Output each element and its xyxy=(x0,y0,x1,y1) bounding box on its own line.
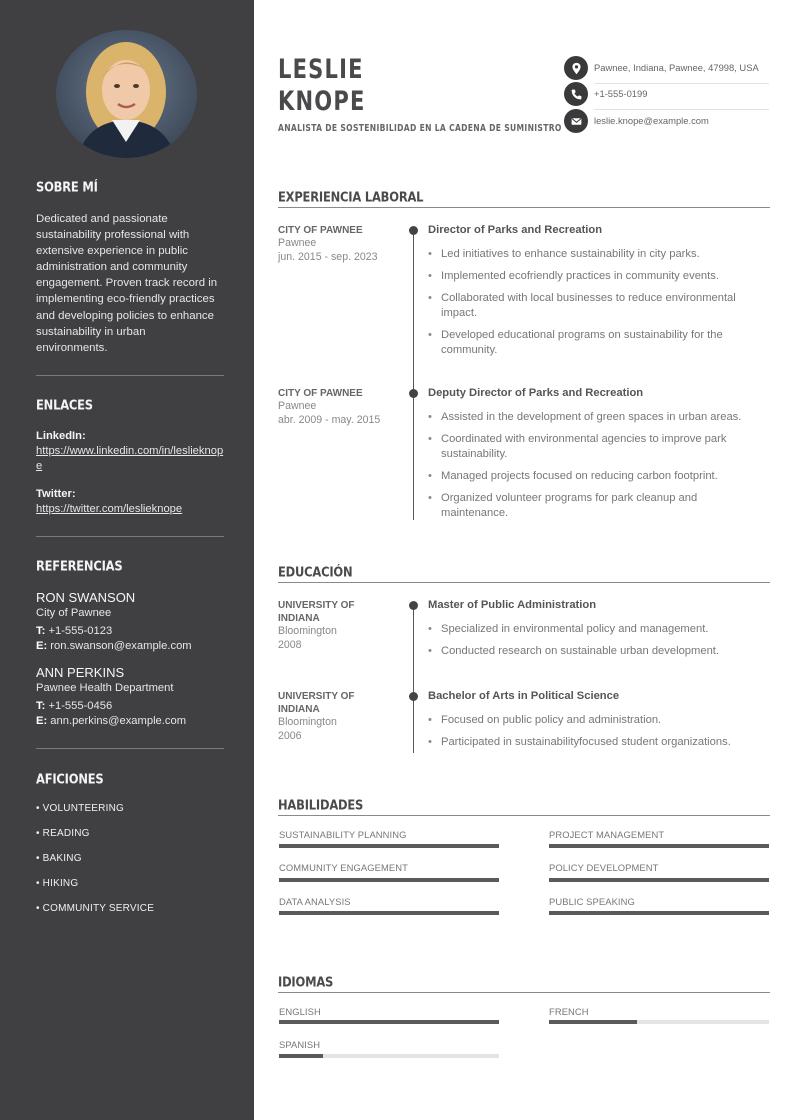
email-icon xyxy=(564,109,588,133)
linkedin-label: LinkedIn: xyxy=(36,430,86,442)
language-bar-fill xyxy=(549,1020,637,1024)
hobby-item: • COMMUNITY SERVICE xyxy=(36,903,155,914)
reference-name: ANN PERKINS xyxy=(36,665,125,680)
school-location: Bloomington xyxy=(278,625,337,637)
employer: CITY OF PAWNEE xyxy=(278,225,363,236)
languages-heading: IDIOMAS xyxy=(278,974,334,990)
employment-dates: abr. 2009 - may. 2015 xyxy=(278,414,381,426)
contact-email xyxy=(564,109,769,135)
skill-bar xyxy=(279,911,499,915)
twitter-label: Twitter: xyxy=(36,488,76,500)
job-bullet: • Developed educational programs on sustainability for the community. xyxy=(428,328,763,357)
phone-text: +1-555-0199 xyxy=(594,88,648,99)
skill-bar xyxy=(549,878,769,882)
skill-label: DATA ANALYSIS xyxy=(279,896,351,907)
experience-heading: EXPERIENCIA LABORAL xyxy=(278,189,424,205)
job-bullet: • Implemented ecofriendly practices in community events. xyxy=(428,269,763,284)
school: UNIVERSITY OF INDIANA xyxy=(278,600,355,624)
address-text: Pawnee, Indiana, Pawnee, 47998, USA xyxy=(594,62,759,73)
email-value: ron.swanson@example.com xyxy=(50,640,192,652)
section-rule xyxy=(278,992,770,993)
hobby-item: • VOLUNTEERING xyxy=(36,803,124,814)
job-bullet: • Assisted in the development of green spaces in urban areas. xyxy=(428,410,763,425)
education-bullet: • Conducted research on sustainable urban development. xyxy=(428,644,763,659)
twitter-link[interactable]: https://twitter.com/leslieknope xyxy=(36,503,183,515)
location-pin-icon xyxy=(564,56,588,80)
phone-label: T: xyxy=(36,700,46,712)
skills-heading: HABILIDADES xyxy=(278,797,364,813)
job-bullet: • Led initiatives to enhance sustainability in city parks. xyxy=(428,247,763,262)
profile-photo xyxy=(56,30,197,158)
education-bullet: • Specialized in environmental policy and management. xyxy=(428,622,763,637)
reference-org: City of Pawnee xyxy=(36,607,112,619)
phone-value: +1-555-0456 xyxy=(48,700,113,712)
divider xyxy=(36,536,224,537)
timeline-dot xyxy=(409,226,418,235)
language-bar xyxy=(279,1054,499,1058)
language-label: FRENCH xyxy=(549,1006,589,1017)
reference-name: RON SWANSON xyxy=(36,590,136,605)
job-bullet: • Collaborated with local businesses to reduce environmental impact. xyxy=(428,291,763,320)
phone-value: +1-555-0123 xyxy=(48,625,113,637)
timeline-dot xyxy=(409,601,418,610)
last-name: KNOPE xyxy=(278,86,366,117)
skill-label: PUBLIC SPEAKING xyxy=(549,896,635,907)
education-bullet: • Participated in sustainabilityfocused student organizations. xyxy=(428,735,763,750)
skill-bar-fill xyxy=(279,878,499,882)
skill-bar xyxy=(549,844,769,848)
language-bar-fill xyxy=(279,1054,323,1058)
linkedin-link[interactable]: https://www.linkedin.com/in/leslieknope xyxy=(36,445,224,472)
skill-bar-fill xyxy=(549,844,769,848)
school: UNIVERSITY OF INDIANA xyxy=(278,691,355,715)
email-label: E: xyxy=(36,715,48,727)
contact-address xyxy=(564,56,769,82)
graduation-date: 2006 xyxy=(278,730,302,742)
references-heading: REFERENCIAS xyxy=(36,558,123,574)
section-rule xyxy=(278,207,770,208)
language-bar-fill xyxy=(279,1020,499,1024)
graduation-date: 2008 xyxy=(278,639,302,651)
skill-bar-fill xyxy=(279,911,499,915)
language-label: SPANISH xyxy=(279,1039,321,1050)
skill-bar-fill xyxy=(549,911,769,915)
job-bullet: • Coordinated with environmental agencies to improve park sustainability. xyxy=(428,432,763,461)
timeline-dot xyxy=(409,692,418,701)
employer-location: Pawnee xyxy=(278,400,317,412)
timeline-dot xyxy=(409,389,418,398)
phone-icon xyxy=(564,82,588,106)
degree: Master of Public Administration xyxy=(428,599,597,611)
hobbies-heading: AFICIONES xyxy=(36,771,104,787)
job-bullet: • Managed projects focused on reducing carbon footprint. xyxy=(428,469,763,484)
employer-location: Pawnee xyxy=(278,237,317,249)
employment-dates: jun. 2015 - sep. 2023 xyxy=(278,251,378,263)
email-value: ann.perkins@example.com xyxy=(50,715,187,727)
divider xyxy=(36,748,224,749)
about-text: Dedicated and passionate sustainability professional with extensive experience in public administration and community engagement. Proven track record in implementing eco-friendly practices and developing policies to enhance sustainability in urban environments. xyxy=(36,213,218,354)
school-location: Bloomington xyxy=(278,716,337,728)
job-role: Deputy Director of Parks and Recreation xyxy=(428,387,644,399)
skill-bar xyxy=(279,844,499,848)
section-rule xyxy=(278,582,770,583)
email-text[interactable]: leslie.knope@example.com xyxy=(594,115,709,126)
skill-bar-fill xyxy=(549,878,769,882)
degree: Bachelor of Arts in Political Science xyxy=(428,690,620,702)
timeline-line xyxy=(413,605,414,753)
skill-label: SUSTAINABILITY PLANNING xyxy=(279,829,407,840)
links-heading: ENLACES xyxy=(36,397,93,413)
reference-email xyxy=(36,715,186,727)
phone-label: T: xyxy=(36,625,46,637)
skill-bar-fill xyxy=(279,844,499,848)
timeline-line xyxy=(413,230,414,520)
language-label: ENGLISH xyxy=(279,1006,321,1017)
hobby-item: • BAKING xyxy=(36,853,82,864)
divider xyxy=(36,375,224,376)
first-name: LESLIE xyxy=(278,54,364,85)
sidebar xyxy=(0,0,254,1120)
job-bullet: • Organized volunteer programs for park cleanup and maintenance. xyxy=(428,491,763,520)
hobby-item: • READING xyxy=(36,828,90,839)
reference-phone xyxy=(36,700,112,712)
skill-label: POLICY DEVELOPMENT xyxy=(549,862,659,873)
language-bar xyxy=(279,1020,499,1024)
skill-label: COMMUNITY ENGAGEMENT xyxy=(279,862,408,873)
hobby-item: • HIKING xyxy=(36,878,79,889)
job-title: ANALISTA DE SOSTENIBILIDAD EN LA CADENA DE SUMINISTRO xyxy=(278,123,562,134)
employer: CITY OF PAWNEE xyxy=(278,388,363,399)
language-bar xyxy=(549,1020,769,1024)
job-role: Director of Parks and Recreation xyxy=(428,224,603,236)
education-heading: EDUCACIÓN xyxy=(278,564,353,580)
section-rule xyxy=(278,815,770,816)
skill-label: PROJECT MANAGEMENT xyxy=(549,829,665,840)
skill-bar xyxy=(549,911,769,915)
reference-email xyxy=(36,640,192,652)
education-bullet: • Focused on public policy and administration. xyxy=(428,713,763,728)
contact-phone xyxy=(564,82,769,108)
skill-bar xyxy=(279,878,499,882)
email-label: E: xyxy=(36,640,48,652)
reference-phone xyxy=(36,625,112,637)
about-heading: SOBRE MÍ xyxy=(36,179,98,195)
reference-org: Pawnee Health Department xyxy=(36,682,174,694)
